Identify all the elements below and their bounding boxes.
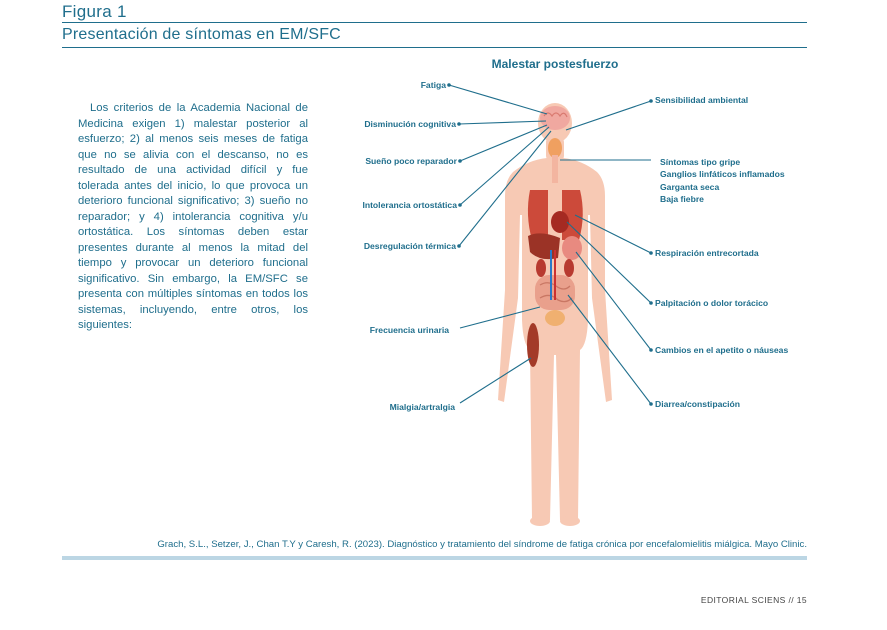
label-sensibilidad-ambiental: Sensibilidad ambiental [655, 95, 749, 105]
label-ganglios-linfaticos: Ganglios linfáticos inflamados [660, 169, 785, 180]
diagram-title: Malestar postesfuerzo [491, 57, 619, 71]
label-group-flu [660, 156, 785, 205]
label-sintomas-tipo-gripe: Síntomas tipo gripe [660, 157, 741, 167]
label-desregulacion-termica: Desregulación térmica [363, 241, 456, 251]
label-baja-fiebre: Baja fiebre [660, 193, 704, 204]
label-diarrea-constipacion: Diarrea/constipación [655, 399, 741, 409]
citation: Grach, S.L., Setzer, J., Chan T.Y y Caresh, R. (2023). Diagnóstico y tratamiento del síndrome de fatiga crónica por encefalomielitis miálgica. Mayo Clinic. [157, 539, 807, 550]
label-garganta-seca: Garganta seca [660, 181, 720, 192]
page-footer: EDITORIAL SCIENS // 15 [700, 595, 807, 605]
figure-label: Figura 1 [62, 2, 127, 21]
trachea-icon [552, 155, 558, 183]
muscle-icon [527, 323, 539, 367]
label-fatiga: Fatiga [420, 80, 446, 90]
label-palpitacion: Palpitación o dolor torácico [655, 298, 769, 308]
label-respiracion-entrecortada: Respiración entrecortada [655, 248, 759, 258]
label-mialgia-artralgia: Mialgia/artralgia [389, 402, 455, 412]
right-kidney-icon [564, 259, 574, 277]
label-sueno-poco-reparador: Sueño poco reparador [365, 156, 457, 166]
left-kidney-icon [536, 259, 546, 277]
bottom-rule [62, 556, 807, 560]
figure-title: Presentación de síntomas en EM/SFC [62, 26, 341, 43]
bladder-icon [545, 310, 565, 326]
label-cambios-apetito: Cambios en el apetito o náuseas [655, 345, 789, 355]
label-disminucion-cognitiva: Disminución cognitiva [364, 119, 456, 129]
left-lung-icon [528, 190, 548, 240]
heart-icon [551, 211, 569, 233]
label-intolerancia-ortostatica: Intolerancia ortostática [362, 200, 457, 210]
label-frecuencia-urinaria: Frecuencia urinaria [369, 325, 449, 335]
body-paragraph: Los criterios de la Academia Nacional de Medicina exigen 1) malestar posterior al esfuerzo; 2) al menos seis meses de fatiga que no se alivia con el descanso, no es resultado de una actividad difícil y fue tolerada antes del inicio, lo que provoca un deterioro funcional significativo; 3) sueño no reparador; y 4) intolerancia cognitiva y/u ortostática. Los síntomas deben estar presentes durante al menos la mitad del tiempo y provocar un deterioro funcional significativo. Sin embargo, la EM/SFC se presenta con múltiples síntomas en todos los sistemas, incluyendo, entre otros, los siguientes: [78, 102, 308, 331]
